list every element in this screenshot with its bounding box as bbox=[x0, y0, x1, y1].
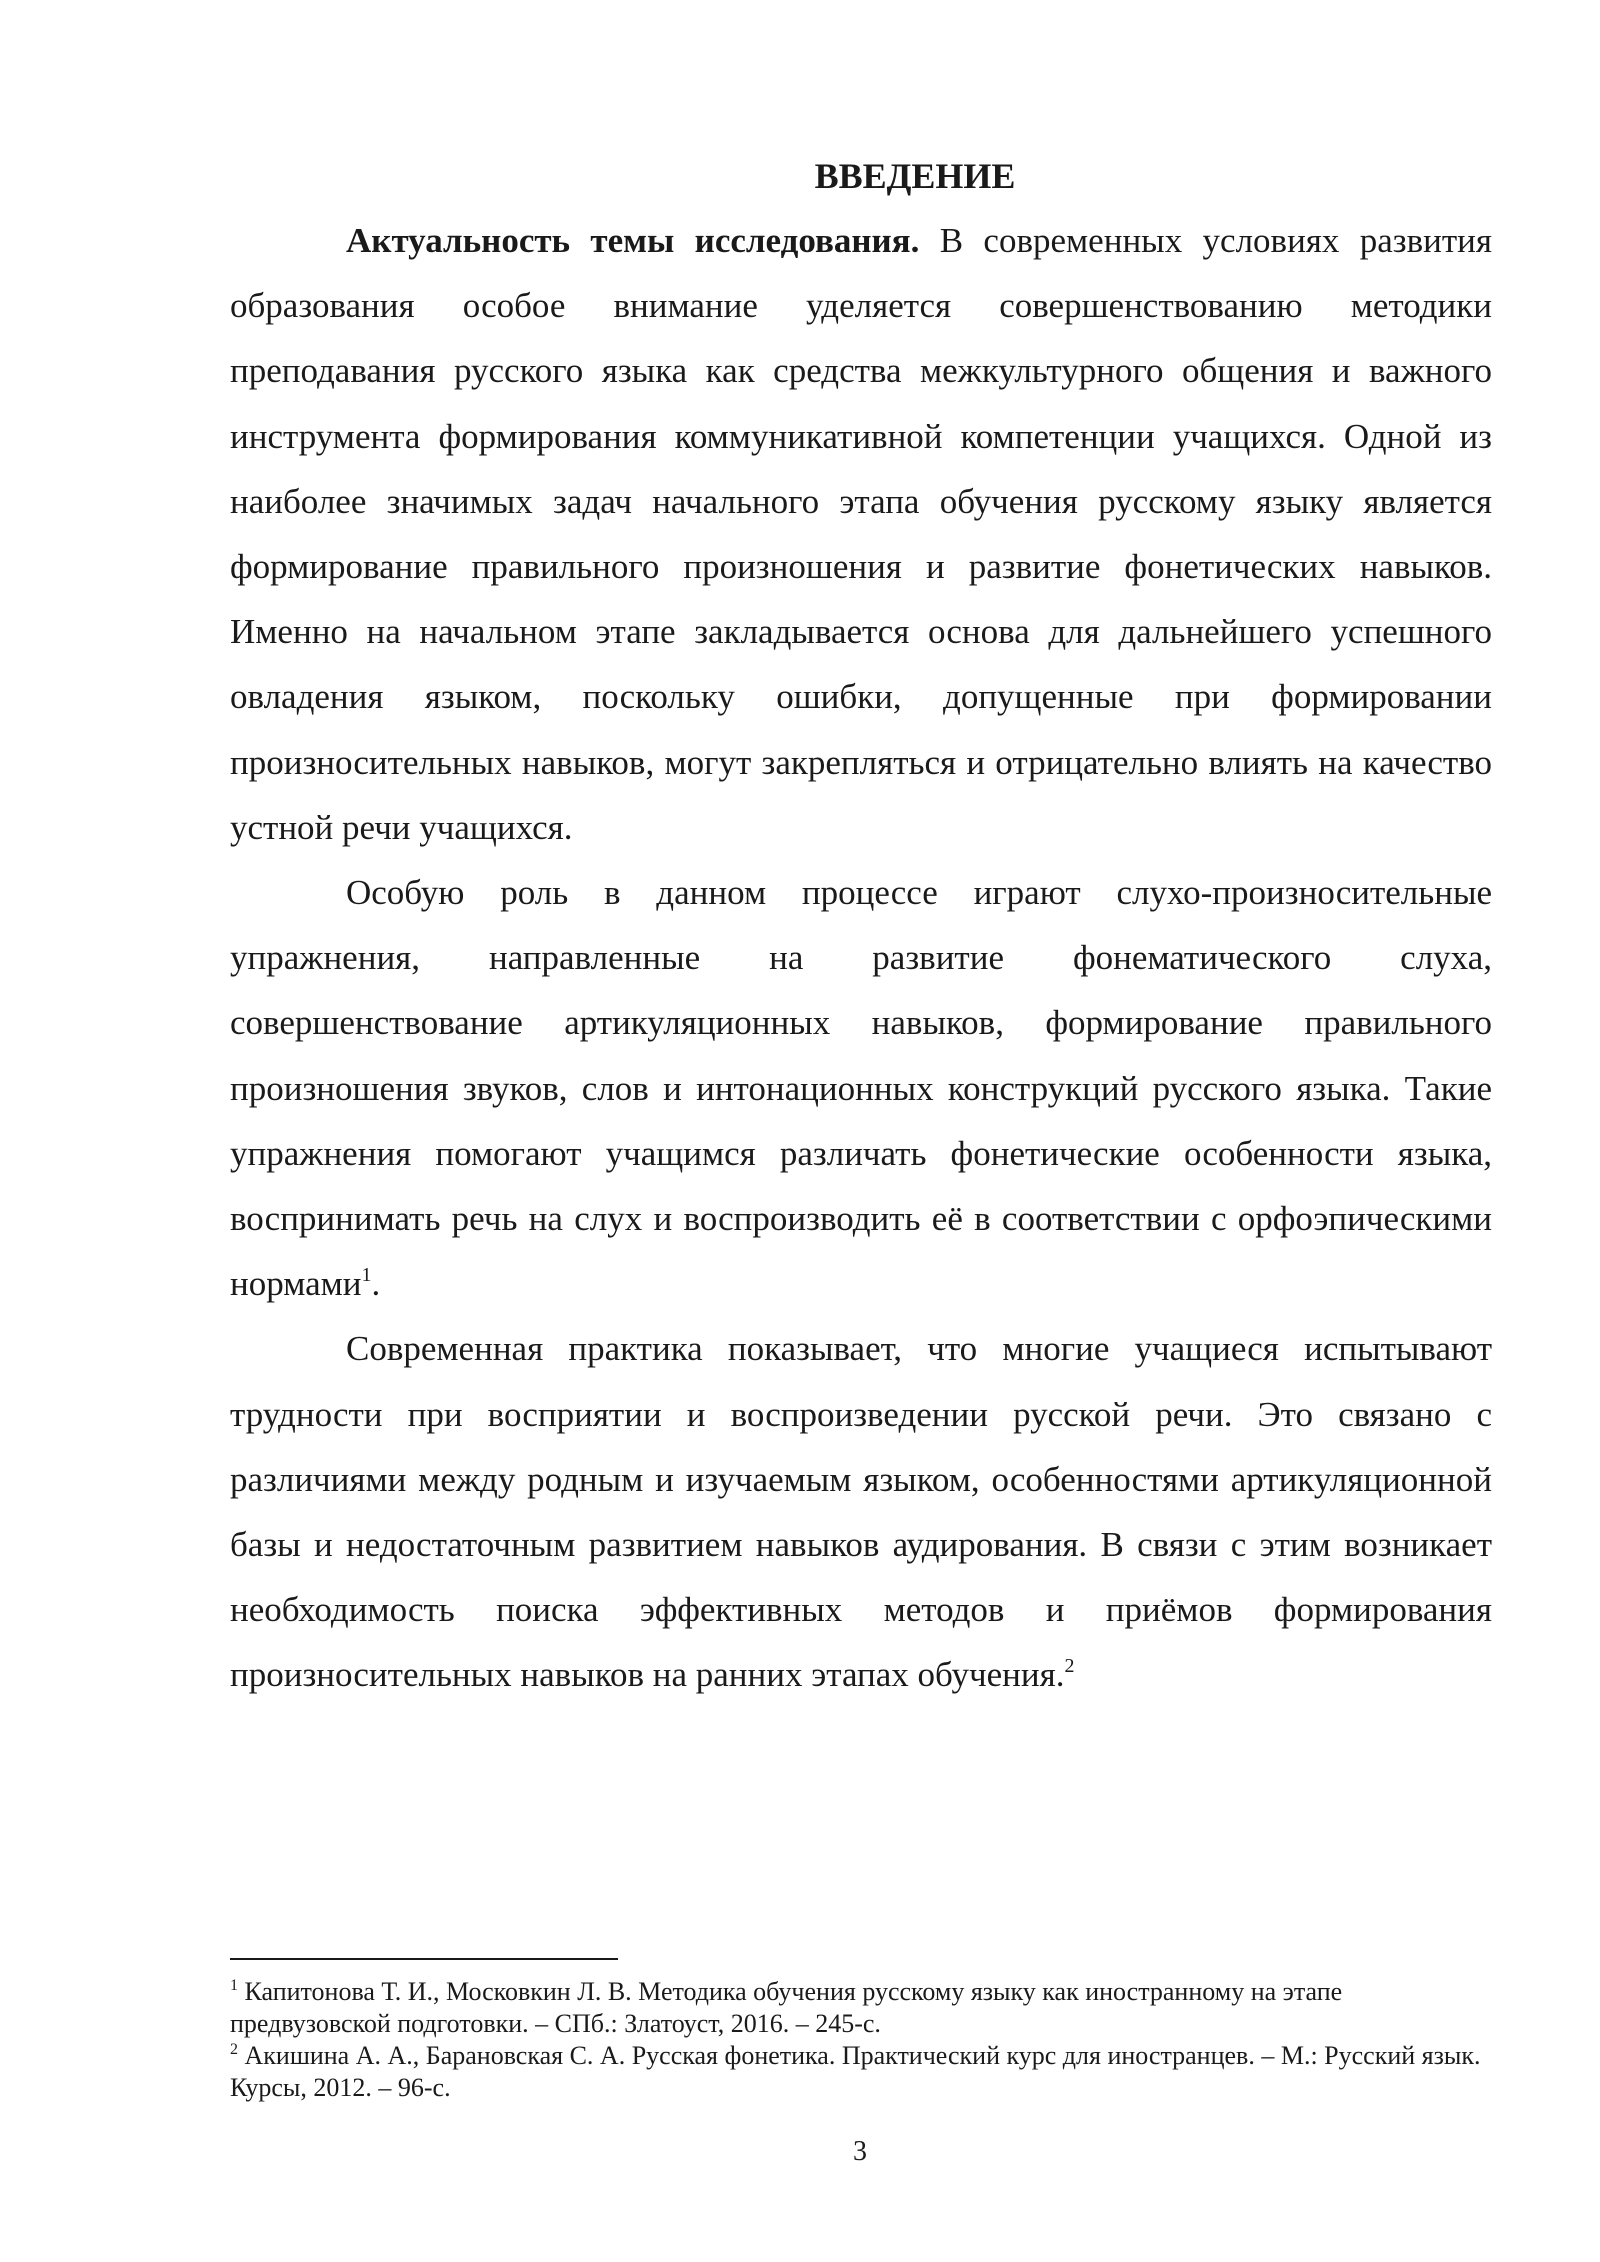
paragraph-lead: Актуальность темы исследования. bbox=[346, 221, 920, 260]
footnote-item bbox=[230, 1976, 1492, 2040]
body-text bbox=[230, 208, 1492, 1708]
paragraph-text: В современных условиях развития образования особое внимание уделяется совершенствованию методики преподавания русского языка как средства межкультурного общения и важного инструмента формирования коммуникативной компетенции учащихся. Одной из наиболее значимых задач начального этапа обучения русскому языку является формирование правильного произношения и развитие фонетических навыков. Именно на начальном этапе закладывается основа для дальнейшего успешного овладения языком, поскольку ошибки, допущенные при формировании произносительных навыков, могут закрепляться и отрицательно влиять на качество устной речи учащихся. bbox=[230, 221, 1492, 847]
footnote-mark: 1 bbox=[230, 1977, 238, 1994]
footnote-mark: 2 bbox=[230, 2041, 238, 2058]
paragraph-tail: . bbox=[371, 1264, 381, 1304]
paragraph-relevance bbox=[230, 208, 1492, 860]
footnotes bbox=[230, 1976, 1492, 2104]
footnote-separator bbox=[230, 1958, 618, 1960]
page-number: 3 bbox=[853, 2136, 867, 2167]
paragraph-text: Особую роль в данном процессе играют слухо-произносительные упражнения, направленные на развитие фонематического слуха, совершенствование артикуляционных навыков, формирование правильного произношения звуков, слов и интонационных конструкций русского языка. Такие упражнения помогают учащимся различать фонетические особенности языка, воспринимать речь на слух и воспроизводить её в соответствии с орфоэпическими нормами bbox=[230, 873, 1492, 1304]
paragraph-practice bbox=[230, 1316, 1492, 1707]
footnote-item bbox=[230, 2040, 1492, 2104]
section-heading: ВВЕДЕНИЕ bbox=[814, 156, 1016, 196]
footnote-reference[interactable]: 1 bbox=[361, 1264, 372, 1287]
paragraph-text: Современная практика показывает, что многие учащиеся испытывают трудности при восприятии и воспроизведении русской речи. Это связано с различиями между родным и изучаемым языком, особенностями артикуляционной базы и недостаточным развитием навыков аудирования. В связи с этим возникает необходимость поиска эффективных методов и приёмов формирования произносительных навыков на ранних этапах обучения. bbox=[230, 1329, 1492, 1695]
footnote-text: Акишина А. А., Барановская С. А. Русская фонетика. Практический курс для иностранцев. – М.: Русский язык. Курсы, 2012. – 96-с. bbox=[230, 2041, 1481, 2102]
paragraph-exercises bbox=[230, 860, 1492, 1316]
footnote-reference[interactable]: 2 bbox=[1064, 1655, 1075, 1678]
footnote-text: Капитонова Т. И., Московкин Л. В. Методика обучения русскому языку как иностранному на этапе предвузовской подготовки. – СПб.: Златоуст, 2016. – 245-с. bbox=[230, 1977, 1343, 2038]
